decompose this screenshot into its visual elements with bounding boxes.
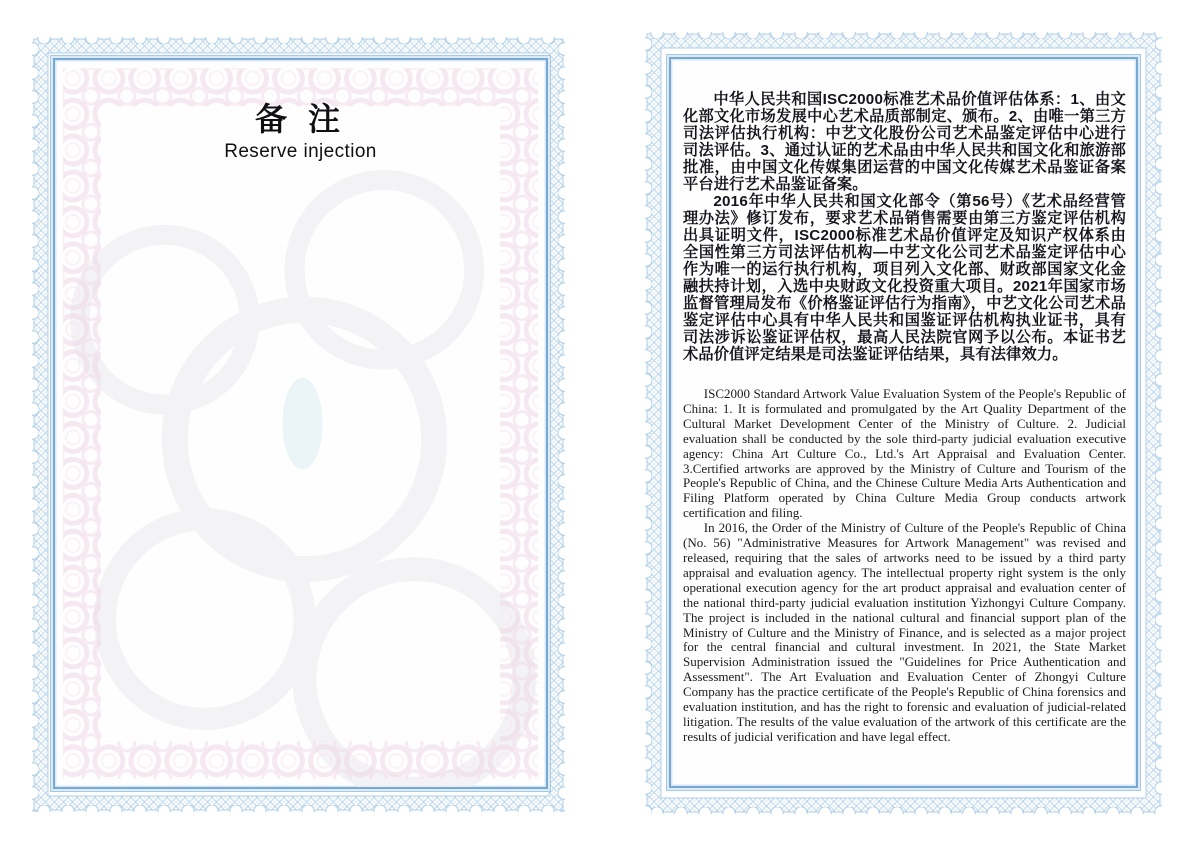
right-page: [645, 32, 1162, 814]
left-page-frame-inner: [53, 58, 548, 789]
watermark-smudge: [283, 378, 323, 470]
remarks-section: [55, 60, 546, 163]
remarks-title-cn: 备 注: [255, 101, 346, 137]
chinese-text-block: [683, 91, 1126, 363]
right-page-frame: [666, 54, 1141, 791]
en-paragraph-1: ISC2000 Standard Artwork Value Evaluation System of the People's Republic of China: 1. It is formulated and promulgated by the Art Quality Department of the Cultural Market Development Center of the Ministry of Culture. 2. Judicial evaluation shall be conducted by the sole third-party judicial evaluation executive agency: China Art Culture Co., Ltd.'s Art Appraisal and Evaluation Center. 3.Certified artworks are approved by the Ministry of Culture and Tourism of the People's Republic of China, and the Chinese Culture Media Arts Authentication and Filing Platform operated by China Culture Media Group conducts artwork certification and filing.: [683, 386, 1126, 521]
left-page-frame: [50, 55, 551, 792]
cn-paragraph-1: 中华人民共和国ISC2000标准艺术品价值评估体系：1、由文化部文化市场发展中心艺术品质部制定、颁布。2、由唯一第三方司法评估执行机构：中艺文化股份公司艺术品鉴定评估中心进行司法评估。3、通过认证的艺术品由中华人民共和国文化和旅游部批准，由中国文化传媒集团运营的中国文化传媒艺术品鉴证备案平台进行艺术品鉴证备案。: [683, 91, 1126, 193]
en-paragraph-2: In 2016, the Order of the Ministry of Culture of the People's Republic of China (No. 56) "Administrative Measures for Artwork Management" was revised and released, requiring that the sales of artworks need to be issued by a third party appraisal and evaluation agency. The intellectual property right system is the only operational execution agency for the art product appraisal and evaluation center of the national third-party judicial evaluation institution Yizhongyi Culture Company. The project is included in the national cultural and financial support plan of the Ministry of Culture and the Ministry of Finance, and is selected as a major project for the central financial and cultural investment. In 2021, the State Market Supervision Administration issued the "Guidelines for Price Authentication and Assessment". The Art Evaluation and Evaluation Center of Zhongyi Culture Company has the practice certificate of the People's Republic of China forensics and evaluation institution, and has the right to forensic and evaluation of judicial-related litigation. The results of the value evaluation of the artwork of this certificate are the results of judicial verification and have legal effect.: [683, 520, 1126, 744]
right-page-frame-inner: [669, 57, 1138, 788]
left-page: [32, 37, 565, 812]
remarks-title-en: Reserve injection: [224, 140, 377, 162]
certificate-text: [671, 59, 1136, 745]
lace-watermark-icon: [55, 60, 546, 787]
english-text-block: [683, 387, 1126, 745]
cn-paragraph-2: 2016年中华人民共和国文化部令（第56号）《艺术品经营管理办法》修订发布，要求艺术品销售需要由第三方鉴定评估机构出具证明文件，ISC2000标准艺术品价值评定及知识产权体系由全国性第三方司法评估机构—中艺文化公司艺术品鉴定评估中心作为唯一的运行执行机构，项目列入文化部、财政部国家文化金融扶持计划，入选中央财政文化投资重大项目。2021年国家市场监督管理局发布《价格鉴证评估行为指南》，中艺文化公司艺术品鉴定评估中心具有中华人民共和国鉴证评估机构执业证书，具有司法涉诉讼鉴证评估权，最高人民法院官网予以公布。本证书艺术品价值评定结果是司法鉴证评估结果，具有法律效力。: [683, 193, 1126, 363]
